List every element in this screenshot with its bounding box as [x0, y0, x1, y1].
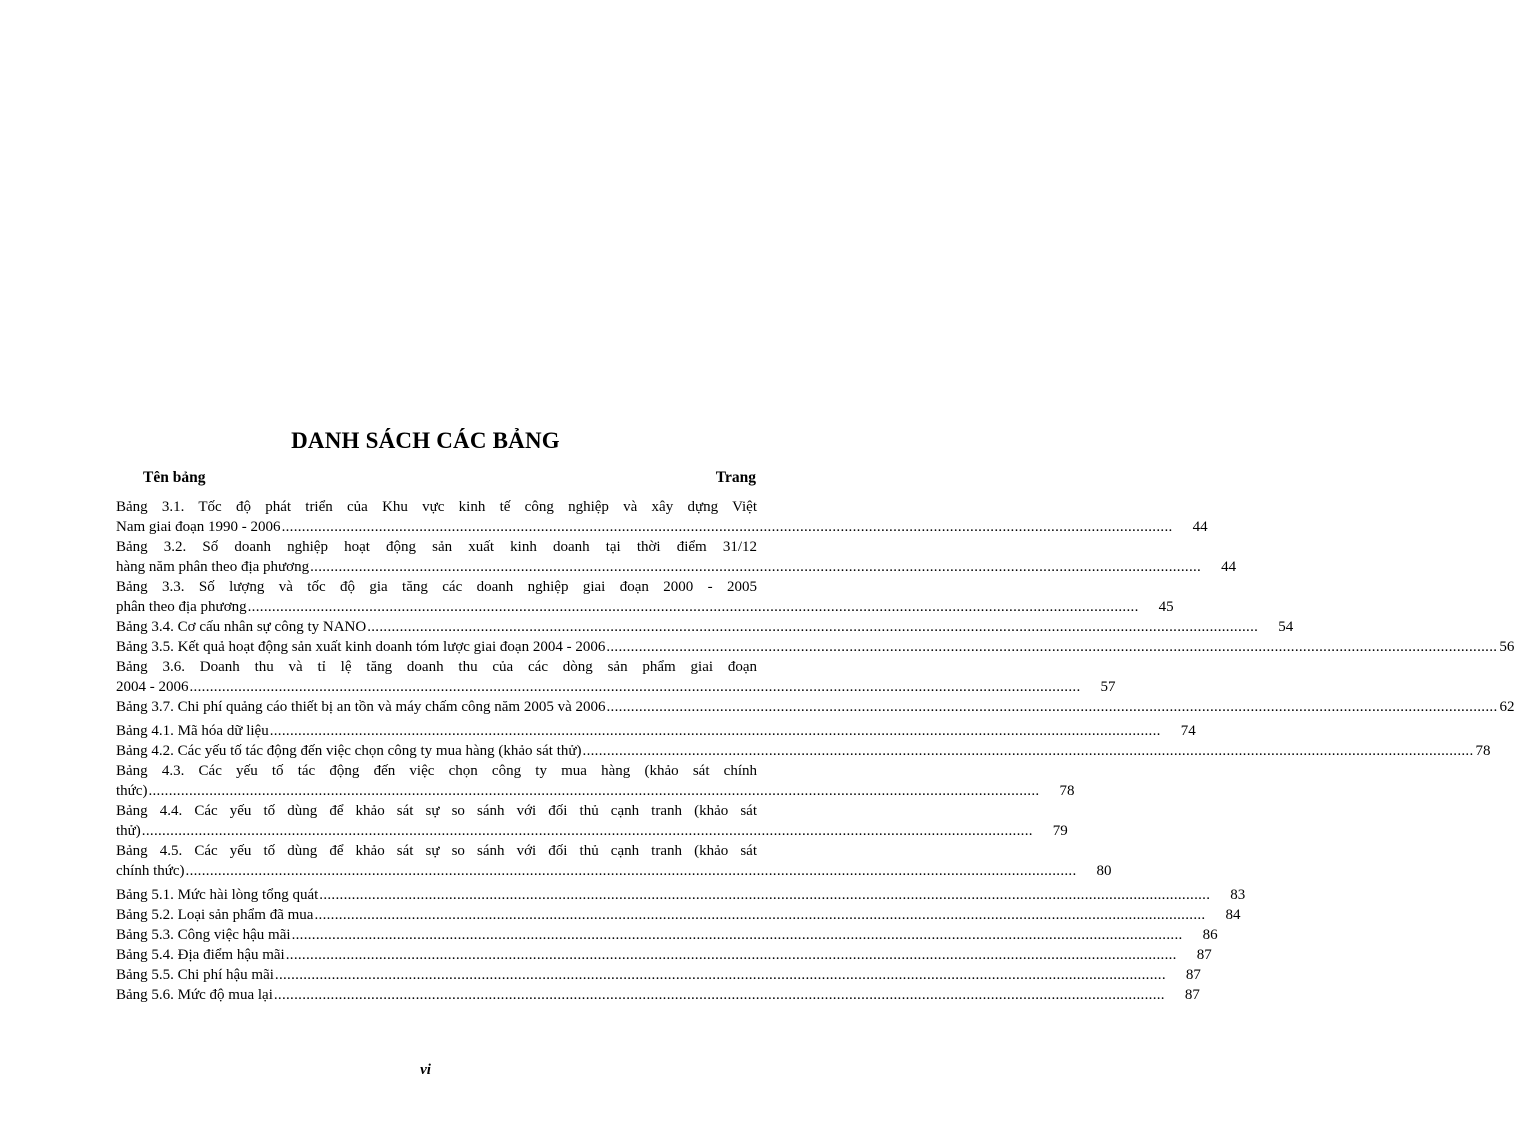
dot-leader: ............................................................................................................................................................................................................................ [367, 619, 1259, 635]
table-list-item [116, 497, 1208, 537]
table-caption-line2: 2004 - 2006 [116, 679, 189, 695]
table-list-item [116, 741, 1491, 761]
table-caption-line2-row [116, 861, 1112, 881]
page-title: DANH SÁCH CÁC BẢNG [291, 428, 560, 453]
table-caption-line1: Bảng 3.6. Doanh thu và tỉ lệ tăng doanh thu của các dòng sản phẩm giai đoạn [116, 659, 757, 675]
dot-leader: ............................................................................................................................................................................................................................ [606, 639, 1498, 655]
table-caption-line1: Bảng 3.1. Tốc độ phát triển của Khu vực kinh tế công nghiệp và xây dựng Việt [116, 499, 757, 515]
table-caption: Bảng 3.5. Kết quả hoạt động sản xuất kinh doanh tóm lược giai đoạn 2004 - 2006 [116, 639, 606, 655]
table-list-item [116, 925, 1218, 945]
table-list-item [116, 965, 1201, 985]
column-header-page: Trang [715, 469, 756, 486]
table-page-number: 56 [1499, 639, 1515, 655]
dot-leader: ............................................................................................................................................................................................................................ [141, 823, 1033, 839]
dot-leader: ............................................................................................................................................................................................................................ [148, 783, 1040, 799]
dot-leader: ............................................................................................................................................................................................................................ [273, 987, 1165, 1003]
dot-leader: ............................................................................................................................................................................................................................ [319, 887, 1211, 903]
table-caption: Bảng 3.7. Chi phí quảng cáo thiết bị an tồn và máy chấm công năm 2005 và 2006 [116, 699, 606, 715]
table-caption-row [116, 945, 1212, 965]
table-page-number: 87 [1184, 987, 1200, 1003]
table-caption: Bảng 5.4. Địa điểm hậu mãi [116, 947, 285, 963]
dot-leader: ............................................................................................................................................................................................................................ [314, 907, 1206, 923]
table-page-number: 78 [1059, 783, 1075, 799]
table-caption: Bảng 4.1. Mã hóa dữ liệu [116, 723, 269, 739]
table-caption-row [116, 885, 1246, 905]
table-page-number: 45 [1158, 599, 1174, 615]
table-list-item [116, 985, 1200, 1005]
dot-leader: ............................................................................................................................................................................................................................ [189, 679, 1081, 695]
table-caption-line2: phân theo địa phương [116, 599, 247, 615]
table-caption-line2-row [116, 821, 1068, 841]
dot-leader: ............................................................................................................................................................................................................................ [247, 599, 1139, 615]
table-caption-row [116, 617, 1294, 637]
table-list-item [116, 801, 1068, 841]
table-caption-line2: chính thức) [116, 863, 185, 879]
table-caption: Bảng 5.3. Công việc hậu mãi [116, 927, 291, 943]
table-page-number: 78 [1475, 743, 1491, 759]
table-caption: Bảng 5.2. Loại sản phẩm đã mua [116, 907, 314, 923]
table-caption-row [116, 637, 1515, 657]
table-caption-line2-row [116, 517, 1208, 537]
column-header-table-name: Tên bảng [143, 469, 206, 486]
dot-leader: ............................................................................................................................................................................................................................ [269, 723, 1161, 739]
table-caption-line1: Bảng 4.4. Các yếu tố dùng để khảo sát sự so sánh với đối thủ cạnh tranh (khảo sát [116, 803, 757, 819]
table-page-number: 87 [1196, 947, 1212, 963]
table-caption-line2: thức) [116, 783, 148, 799]
table-page-number: 87 [1185, 967, 1201, 983]
table-page-number: 79 [1052, 823, 1068, 839]
table-caption-row [116, 905, 1241, 925]
table-page-number: 62 [1499, 699, 1515, 715]
table-caption-line2-row [116, 781, 1075, 801]
table-caption: Bảng 4.2. Các yếu tố tác động đến việc chọn công ty mua hàng (khảo sát thử) [116, 743, 582, 759]
table-list-item [116, 841, 1112, 881]
table-caption-line2: thử) [116, 823, 141, 839]
dot-leader: ............................................................................................................................................................................................................................ [285, 947, 1177, 963]
table-page-number: 44 [1192, 519, 1208, 535]
table-caption: Bảng 3.4. Cơ cấu nhân sự công ty NANO [116, 619, 367, 635]
table-caption-row [116, 697, 1515, 717]
table-page-number: 86 [1202, 927, 1218, 943]
table-list-item [116, 885, 1246, 905]
table-page-number: 54 [1278, 619, 1294, 635]
table-list-item [116, 945, 1212, 965]
table-caption-line1: Bảng 3.3. Số lượng và tốc độ gia tăng các doanh nghiệp giai đoạn 2000 - 2005 [116, 579, 757, 595]
table-page-number: 80 [1096, 863, 1112, 879]
table-caption-line1: Bảng 3.2. Số doanh nghiệp hoạt động sản xuất kinh doanh tại thời điểm 31/12 [116, 539, 757, 555]
table-list-item [116, 721, 1196, 741]
table-page-number: 84 [1225, 907, 1241, 923]
table-list-item [116, 657, 1116, 697]
table-list-item [116, 637, 1515, 657]
table-caption-row [116, 721, 1196, 741]
table-list-item [116, 697, 1515, 717]
table-list-item [116, 577, 1174, 617]
dot-leader: ............................................................................................................................................................................................................................ [582, 743, 1474, 759]
table-caption-row [116, 925, 1218, 945]
table-caption-row [116, 741, 1491, 761]
table-page-number: 83 [1230, 887, 1246, 903]
dot-leader: ............................................................................................................................................................................................................................ [291, 927, 1183, 943]
table-caption-row [116, 985, 1200, 1005]
table-page-number: 74 [1180, 723, 1196, 739]
table-caption: Bảng 5.6. Mức độ mua lại [116, 987, 273, 1003]
dot-leader: ............................................................................................................................................................................................................................ [310, 559, 1202, 575]
table-page-number: 44 [1221, 559, 1237, 575]
table-list-item [116, 537, 1237, 577]
dot-leader: ............................................................................................................................................................................................................................ [274, 967, 1166, 983]
page-number: vi [420, 1062, 431, 1078]
table-caption-line2: hàng năm phân theo địa phương [116, 559, 310, 575]
dot-leader: ............................................................................................................................................................................................................................ [281, 519, 1173, 535]
table-list-item [116, 617, 1294, 637]
table-caption-line2: Nam giai đoạn 1990 - 2006 [116, 519, 281, 535]
table-caption-line2-row [116, 597, 1174, 617]
table-of-contents-list [116, 497, 1515, 1005]
table-caption: Bảng 5.1. Mức hài lòng tổng quát [116, 887, 319, 903]
dot-leader: ............................................................................................................................................................................................................................ [185, 863, 1077, 879]
table-caption-line2-row [116, 557, 1237, 577]
table-page-number: 57 [1100, 679, 1116, 695]
table-caption-line1: Bảng 4.5. Các yếu tố dùng để khảo sát sự so sánh với đối thủ cạnh tranh (khảo sát [116, 843, 757, 859]
table-caption-line1: Bảng 4.3. Các yếu tố tác động đến việc chọn công ty mua hàng (khảo sát chính [116, 763, 757, 779]
table-list-item [116, 761, 1075, 801]
table-caption-row [116, 965, 1201, 985]
table-caption: Bảng 5.5. Chi phí hậu mãi [116, 967, 274, 983]
table-list-item [116, 905, 1241, 925]
dot-leader: ............................................................................................................................................................................................................................ [606, 699, 1498, 715]
table-caption-line2-row [116, 677, 1116, 697]
